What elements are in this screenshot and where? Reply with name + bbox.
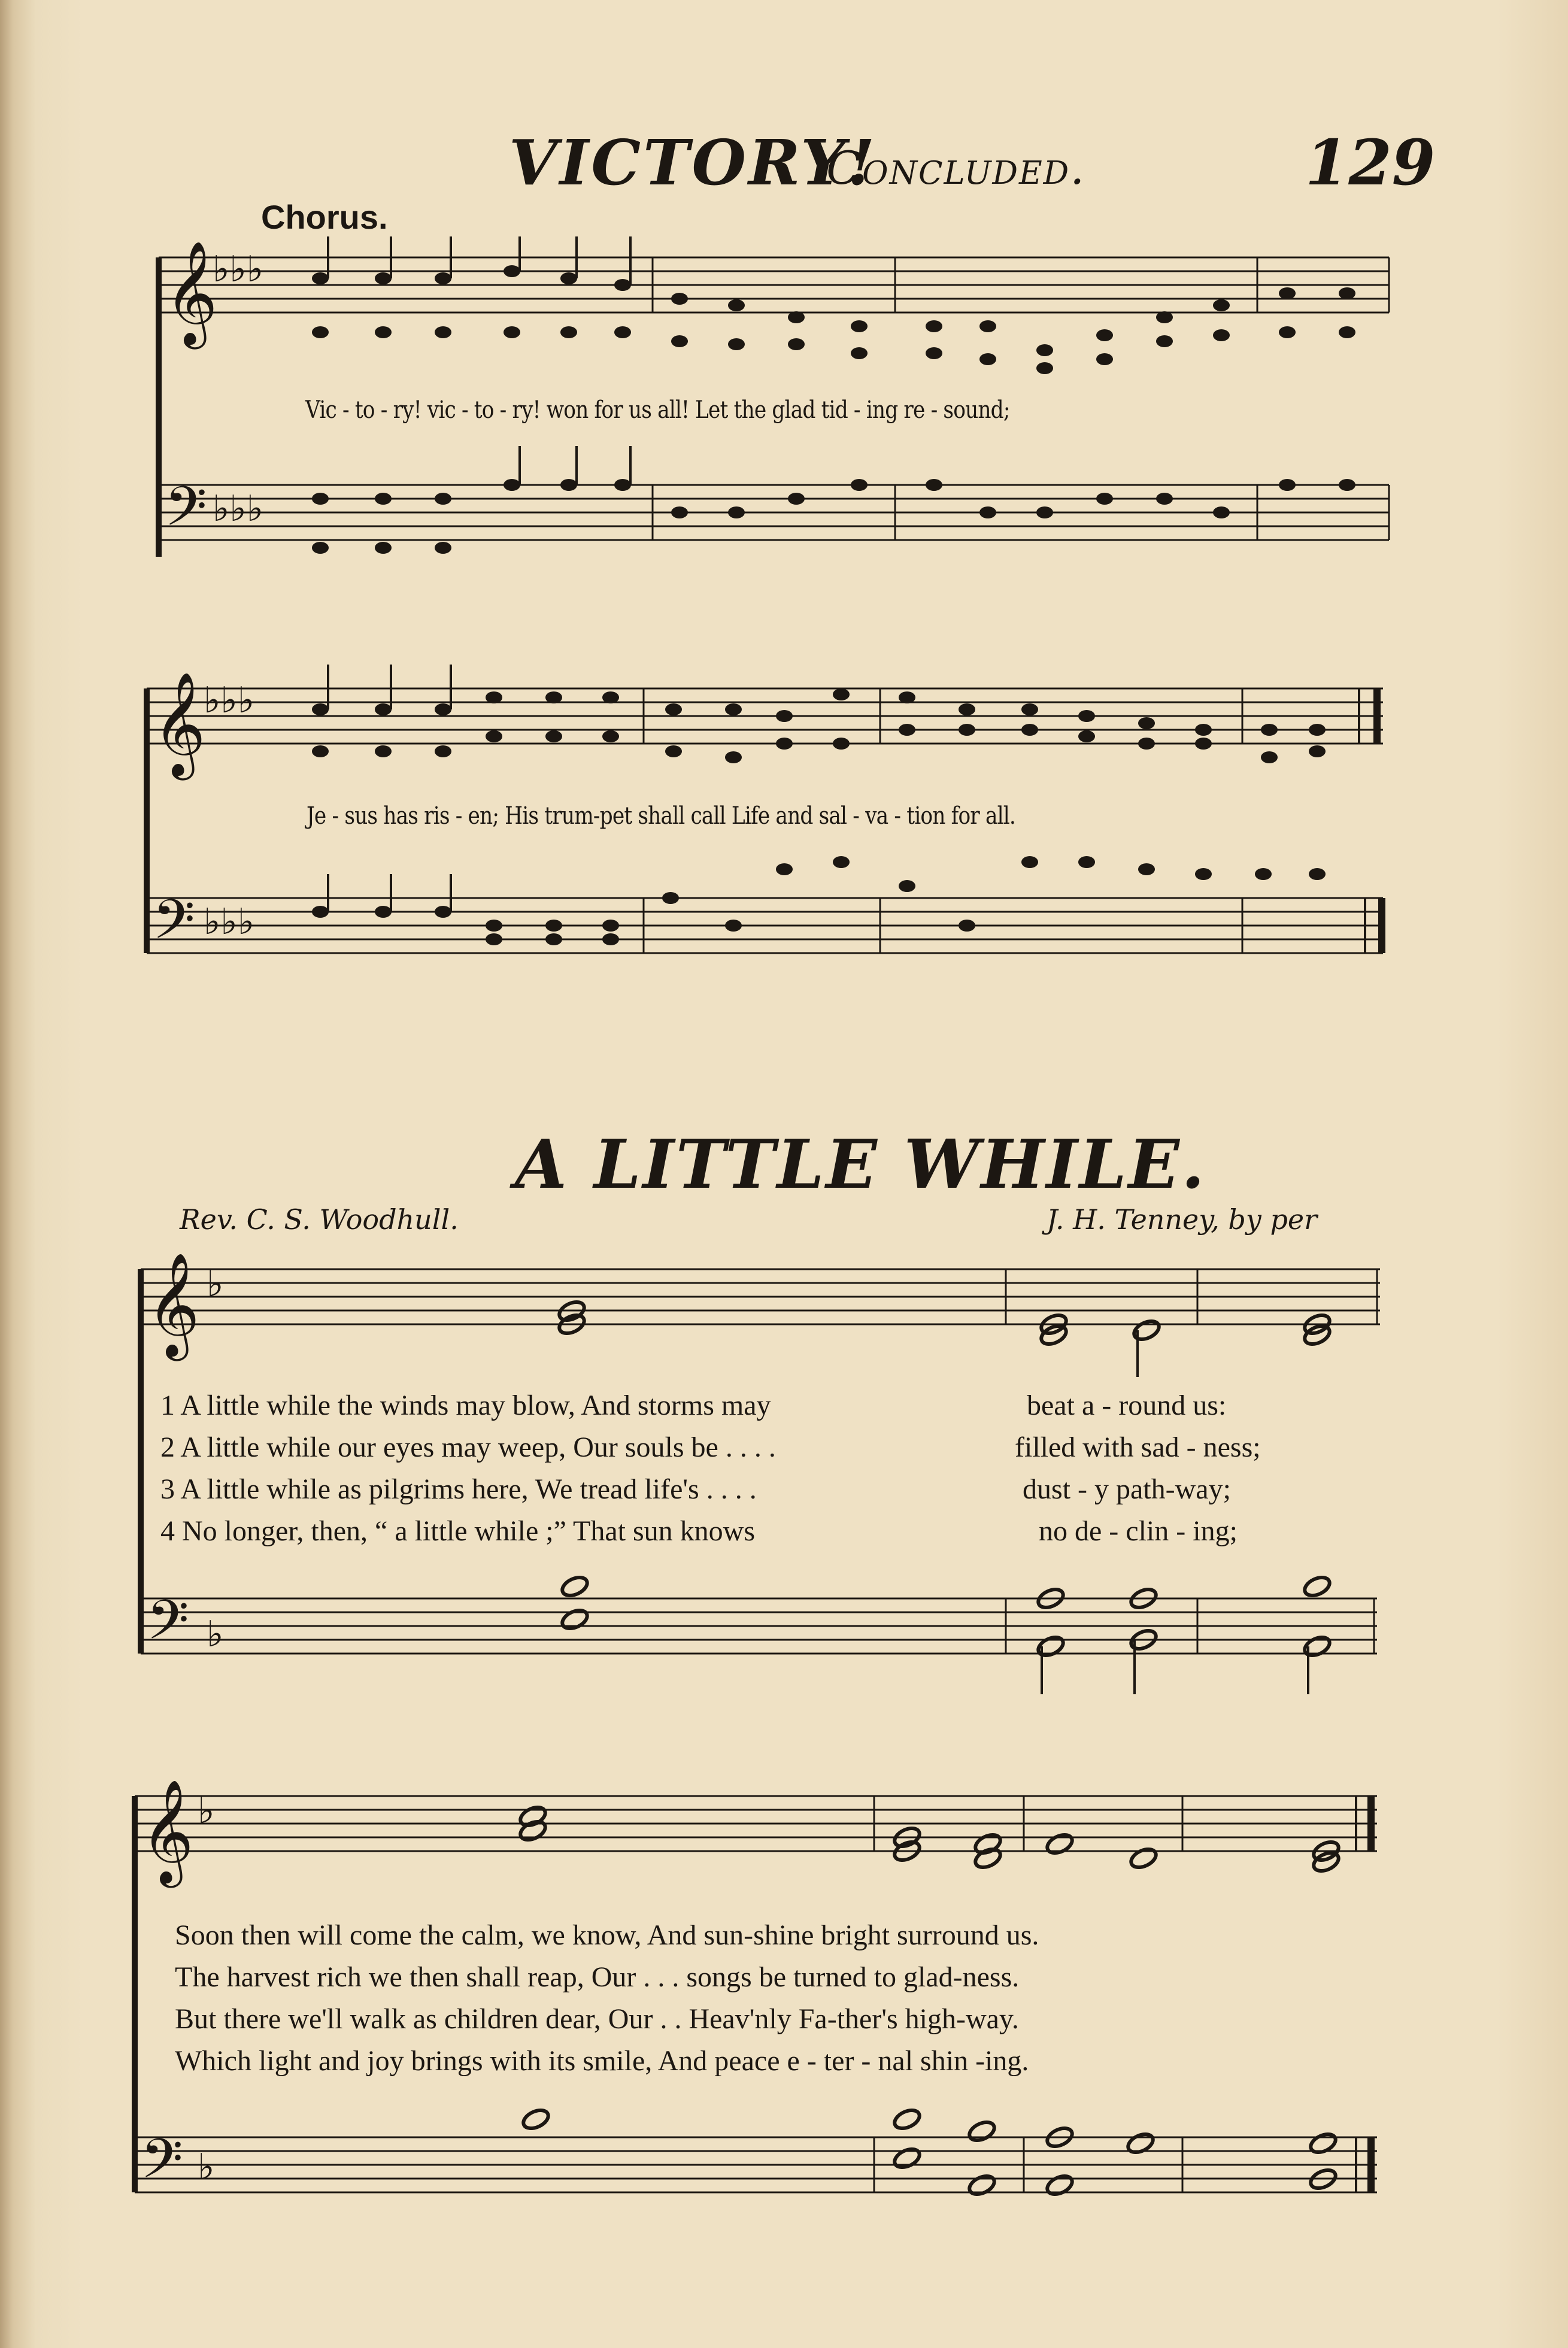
page-number: 129	[1305, 126, 1436, 199]
chorus-label: Chorus.	[261, 198, 388, 236]
treble-clef-1: 𝄞	[165, 241, 218, 345]
verse-3-part2: But there we'll walk as children dear, Our . . Heav'nly Fa-ther's high-way.	[175, 2003, 1019, 2035]
chorus-lyric-line-2: Je - sus has ris - en; His trum-pet shall call Life and sal - va - tion for all.	[307, 802, 1015, 830]
verse-text: A little while as pilgrims here, We tread life's . . . .	[180, 1473, 757, 1505]
staff-bass-2	[147, 898, 1383, 953]
svg-text:♭: ♭	[207, 1613, 224, 1655]
verse-number: 4	[160, 1515, 175, 1547]
svg-text:♭♭♭: ♭♭♭	[204, 679, 254, 721]
verse-number: 1	[160, 1390, 175, 1421]
staff-bass-1	[159, 485, 1389, 540]
staff-treble-4	[135, 1796, 1377, 1851]
verse-1-part1	[160, 1389, 771, 1422]
svg-text:♭: ♭	[198, 1790, 215, 1832]
hymn-author: Rev. C. S. Woodhull.	[180, 1203, 459, 1236]
notes-system-2-treble	[312, 688, 1326, 763]
svg-text:♭: ♭	[198, 2146, 215, 2188]
svg-text:♭♭♭: ♭♭♭	[213, 248, 263, 290]
verse-2-part2: The harvest rich we then shall reap, Our . . . songs be turned to glad-ness.	[175, 1961, 1020, 1993]
notes-system-4-treble	[518, 1804, 1342, 1874]
staff-treble-2	[147, 688, 1383, 744]
verse-4-part1	[160, 1515, 755, 1548]
concluded-label: Concluded.	[826, 141, 1086, 195]
bass-clef-1: 𝄢	[165, 475, 207, 551]
notes-system-3-treble	[557, 1299, 1333, 1348]
verse-2-end: filled with sad - ness;	[1015, 1431, 1261, 1463]
svg-text:♭: ♭	[207, 1263, 224, 1305]
staff-treble-1	[159, 257, 1389, 313]
verse-1-end: beat a - round us:	[1027, 1390, 1227, 1421]
svg-text:♭♭♭: ♭♭♭	[213, 488, 263, 530]
hymn-title: A LITTLE WHILE.	[515, 1126, 1206, 1204]
verse-number: 3	[160, 1473, 175, 1505]
treble-clef-4: 𝄞	[141, 1779, 194, 1883]
bass-clef-4: 𝄢	[141, 2127, 183, 2204]
notes-system-4-bass	[521, 2107, 1339, 2198]
hymn-composer: J. H. Tenney, by per	[1047, 1203, 1318, 1236]
verse-4-end: no de - clin - ing;	[1039, 1515, 1238, 1547]
verse-2-part1	[160, 1431, 776, 1464]
verse-3-end: dust - y path-way;	[1023, 1473, 1231, 1505]
chorus-lyric-line-1: Vic - to - ry! vic - to - ry! won for us all! Let the glad tid - ing re - sound;	[305, 396, 1010, 424]
verse-3-part1	[160, 1473, 757, 1506]
song-title-victory: VICTORY!	[509, 126, 878, 199]
notes-system-1-bass	[312, 479, 1355, 554]
notes-system-3-bass	[560, 1574, 1333, 1659]
verse-text: A little while the winds may blow, And storms may	[180, 1390, 771, 1421]
verse-text: No longer, then, “ a little while ;” That sun knows	[182, 1515, 755, 1547]
bass-clef-3: 𝄢	[147, 1588, 189, 1665]
treble-clef-2: 𝄞	[153, 672, 206, 776]
notes-system-2-bass	[312, 856, 1326, 945]
bass-clef-2: 𝄢	[153, 888, 195, 964]
staff-treble-3	[141, 1269, 1380, 1324]
treble-clef-3: 𝄞	[147, 1252, 200, 1357]
svg-text:♭♭♭: ♭♭♭	[204, 901, 254, 943]
notes-system-1-treble	[312, 265, 1355, 374]
verse-4-part2: Which light and joy brings with its smile, And peace e - ter - nal shin -ing.	[175, 2045, 1029, 2077]
staff-bass-3	[141, 1598, 1377, 1654]
verse-number: 2	[160, 1431, 175, 1463]
verse-1-part2: Soon then will come the calm, we know, And sun-shine bright surround us.	[175, 1919, 1039, 1951]
verse-text: A little while our eyes may weep, Our souls be . . . .	[180, 1431, 776, 1463]
staff-bass-4	[135, 2137, 1377, 2192]
